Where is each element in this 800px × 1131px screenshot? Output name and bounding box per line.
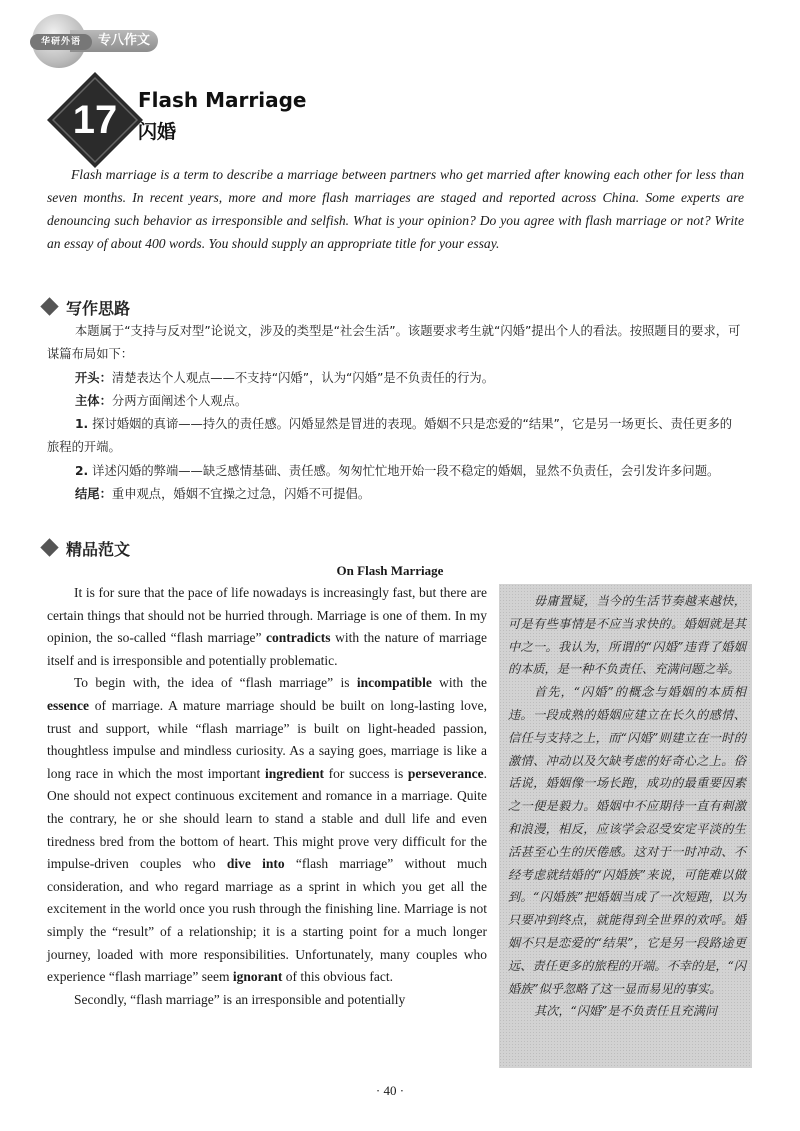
opening-text: 清楚表达个人观点——不支持“闪婚”，认为“闪婚”是不负责任的行为。: [111, 370, 494, 385]
key-vocabulary: ignorant: [232, 969, 283, 985]
page-number: · 40 ·: [375, 1083, 405, 1098]
essay-text: It is for sure that the pace of life nowadays is increasingly fast, but there are certain things that should not be hurried through. Marriage is one of them. In my opinion, the so-called “flash marriage”: [47, 585, 487, 646]
point1-text: 探讨婚姻的真谛——持久的责任感。闪婚显然是冒进的表现。婚姻不只是恋爱的“结果”，它是另一场更长、责任更多的旅程的开端。: [47, 417, 733, 455]
section-diamond-icon: [40, 538, 58, 556]
logo: [30, 34, 92, 50]
outline-body-line: [47, 390, 744, 413]
sample-heading: [40, 538, 240, 558]
outline-heading: [40, 297, 240, 317]
outline-opening: [47, 367, 744, 390]
essay-text: “flash marriage” without much consideration, and who regard marriage as a sprint in which you get all the excitement in the world once you rush through the finishing line. Marriage is not simply the “result” of a relationship; it is a starting point for a much longer journey, loaded with more responsibilities. Unfortunately, many couples who experience “flash marriage” seem: [47, 856, 487, 985]
category-label: 专八作文: [98, 33, 151, 48]
outline-body: [47, 320, 744, 506]
point2-label: 2.: [75, 463, 89, 478]
essay-text: . One should not expect continuous excitement and romance in a marriage. Quite the contrary, he or she should learn to stand a stable and dull life and even tiredness bred from the bottom of heart. This might prove very difficult for the impulse-driven couples who: [47, 765, 488, 872]
translation-text: [508, 590, 746, 1023]
translation-paragraph-1: 毋庸置疑，当今的生活节奏越来越快，可是有些事情是不应当求快的。婚姻就是其中之一。我认为，所谓的“闪婚”违背了婚姻的本质，是一种不负责任、充满问题之举。: [508, 594, 746, 677]
topic-title-en: Flash Marriage: [138, 88, 307, 112]
section-diamond-icon: [40, 297, 58, 315]
essay-prompt: Flash marriage is a term to describe a marriage between partners who get married after knowing each other for less than seven months. In recent years, more and more flash marriages are staged and reported across China. Some experts are denouncing such behavior as irresponsible and selfish. What is your opinion? Do you agree with flash marriage or not? Write an essay of about 400 words. You should supply an appropriate title for your essay.: [47, 167, 744, 251]
essay-text: for success is: [323, 765, 408, 781]
opening-label: 开头：: [75, 370, 112, 385]
outline-point-2: [47, 460, 744, 483]
outline-heading-text: 写作思路: [66, 299, 131, 318]
essay-text: To begin with, the idea of “flash marriage” is: [74, 675, 357, 691]
topic-title-zh: 闪婚: [138, 121, 177, 143]
essay-paragraph-2: [47, 672, 487, 988]
essay-paragraph-1: [47, 582, 487, 672]
essay-text: of this obvious fact.: [282, 969, 394, 985]
ending-label: 结尾：: [75, 487, 112, 502]
unit-number: 17: [72, 98, 118, 142]
outline-intro: 本题属于“支持与反对型”论说文，涉及的类型是“社会生活”。该题要求考生就“闪婚”提出个人的看法。按照题目的要求，可谋篇布局如下：: [47, 324, 741, 362]
outline-point-1: [47, 413, 744, 460]
point2-text: 详述闪婚的弊端——缺乏感情基础、责任感。匆匆忙忙地开始一段不稳定的婚姻，显然不负责任，会引发许多问题。: [92, 463, 720, 478]
sample-heading-text: 精品范文: [66, 540, 131, 559]
essay-title: On Flash Marriage: [336, 563, 444, 578]
translation-paragraph-2: 首先，“闪婚”的概念与婚姻的本质相违。一段成熟的婚姻应建立在长久的感情、信任与支持之上，而“闪婚”则建立在一时的激情、冲动以及欠缺考虑的好奇心之上。俗话说，婚姻像一场长跑，成功的最重要因素之一便是毅力。婚姻中不应期待一直有刺激和浪漫，相反，应该学会忍受安定平淡的生活甚至心生的厌倦感。这对于一时冲动、不经考虑就结婚的“闪婚族”来说，可能难以做到。“闪婚族”把婚姻当成了一次短跑，以为只要冲到终点，就能得到全世界的欢呼。婚姻不只是恋爱的“结果”，它是另一段路途更远、责任更多的旅程的开端。不幸的是，“闪婚族”似乎忽略了这一显而易见的事实。: [508, 685, 746, 996]
essay-paragraph-3: Secondly, “flash marriage” is an irresponsible and potentially: [74, 991, 406, 1007]
key-vocabulary: contradicts: [266, 630, 331, 646]
key-vocabulary: essence: [47, 697, 89, 713]
essay-body: [47, 582, 487, 1011]
key-vocabulary: dive into: [226, 856, 285, 872]
key-vocabulary: incompatible: [356, 675, 432, 691]
essay-text: of marriage. A mature marriage should be built on long-lasting love, trust and support, while “flash marriage” is built on light-headed passion, thoughtless impulse and mindless curiosity. As a saying goes, marriage is like a long race in which the most important: [47, 697, 487, 781]
ending-text: 重申观点，婚姻不宜操之过急，闪婚不可提倡。: [111, 487, 371, 502]
essay-text: with the: [431, 675, 487, 691]
translation-paragraph-3: 其次，“闪婚”是不负责任且充满问: [534, 1004, 718, 1019]
key-vocabulary: ingredient: [264, 765, 324, 781]
key-vocabulary: perseverance: [407, 765, 484, 781]
body-text: 分两方面阐述个人观点。: [111, 393, 248, 408]
unit-number-diamond-icon: [45, 70, 145, 170]
outline-ending: [47, 483, 744, 506]
logo-text: 华研外语: [40, 37, 81, 47]
essay-text: with the nature of marriage itself and is irresponsible and potentially problematic.: [47, 630, 487, 668]
point1-label: 1.: [75, 417, 89, 432]
body-label: 主体：: [75, 393, 112, 408]
